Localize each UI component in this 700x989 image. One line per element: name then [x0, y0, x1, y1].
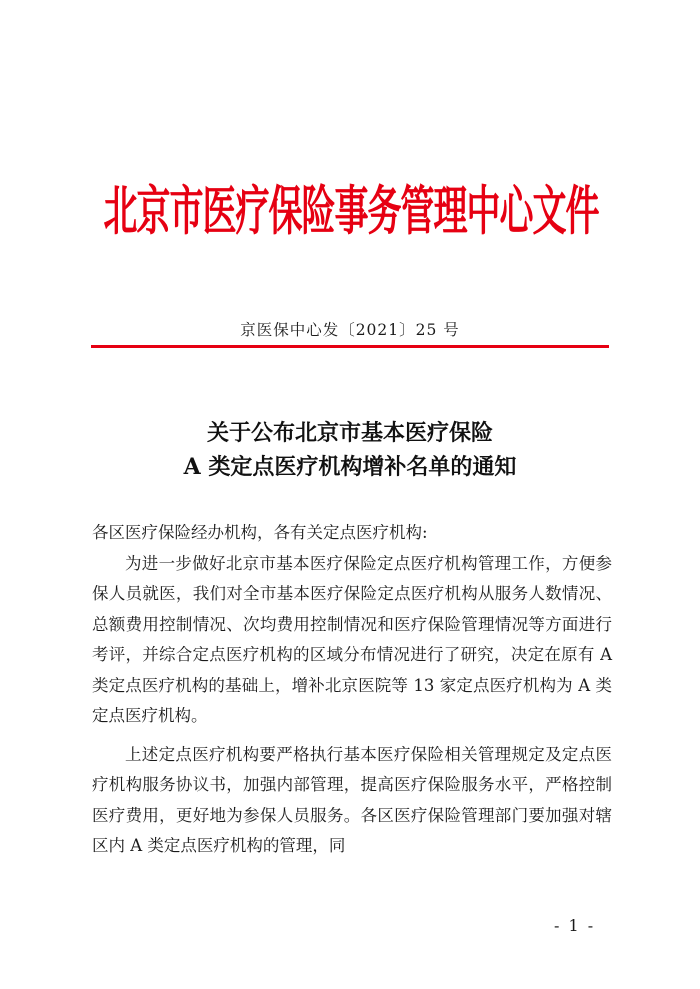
body-paragraph-1: 为进一步做好北京市基本医疗保险定点医疗机构管理工作，方便参保人员就医，我们对全市基本医疗保险定点医疗机构从服务人数情况、总额费用控制情况、次均费用控制情况和医疗保险管理情况等方面进行考评，并综合定点医疗机构的区域分布情况进行了研究，决定在原有 A 类定点医疗机构的基础上，增补北京医院等 13 家定点医疗机构为 A 类定点医疗机构。 — [92, 553, 612, 725]
document-number: 京医保中心发〔2021〕25 号 — [240, 321, 460, 339]
notice-title — [0, 416, 700, 484]
page-number: - 1 - — [554, 916, 596, 935]
salutation: 各区医疗保险经办机构，各有关定点医疗机构: — [92, 523, 428, 542]
notice-title-line-1: 关于公布北京市基本医疗保险 — [206, 420, 493, 446]
red-header-title: 北京市医疗保险事务管理中心文件 — [103, 181, 599, 243]
notice-title-line-2: A 类定点医疗机构增补名单的通知 — [183, 454, 517, 480]
body-paragraph-2: 上述定点医疗机构要严格执行基本医疗保险相关管理规定及定点医疗机构服务协议书，加强内部管理，提高医疗保险服务水平，严格控制医疗费用，更好地为参保人员服务。各区医疗保险管理部门要加强对辖区内 A 类定点医疗机构的管理，同 — [92, 744, 612, 855]
red-divider-line — [91, 345, 609, 348]
notice-body — [92, 518, 612, 862]
